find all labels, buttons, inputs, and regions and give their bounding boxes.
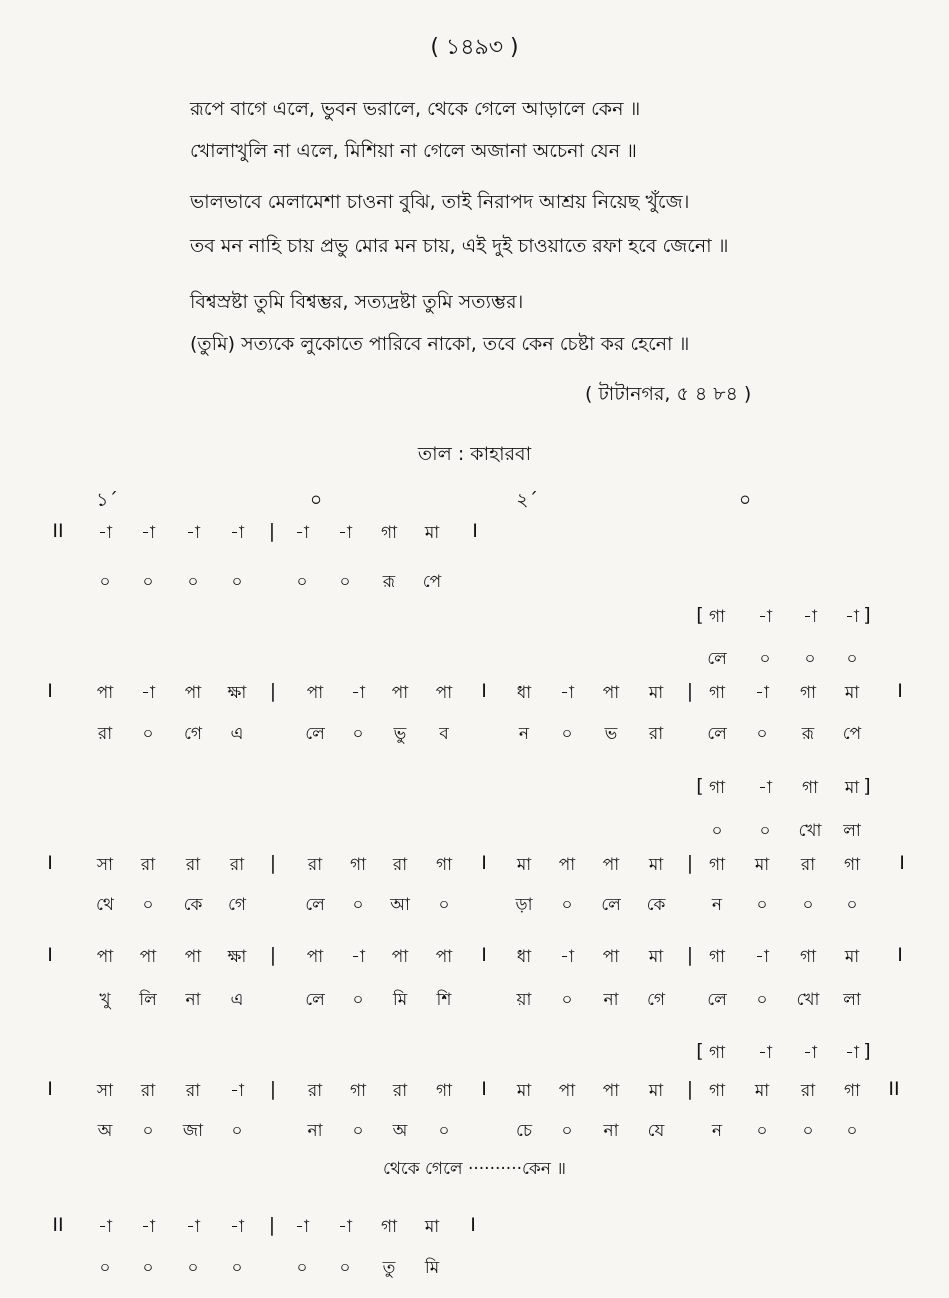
swar-note: -া: [186, 1217, 200, 1237]
swar-note: -া: [758, 778, 772, 798]
swar-note: -া: [755, 683, 769, 703]
swar-note: রা: [140, 855, 156, 875]
swar-note: ক্ষা: [227, 683, 247, 703]
swar-note: গা: [708, 1081, 726, 1101]
swar-note: মা: [754, 1081, 770, 1101]
lyric-syllable: লা: [843, 990, 861, 1010]
swar-note: পা: [602, 1081, 620, 1101]
swar-note: মা: [844, 947, 860, 967]
lyric-syllable: ০: [339, 572, 351, 592]
beat-divider: |: [269, 680, 277, 702]
beat-divider: |: [686, 944, 694, 966]
lyric-syllable: ০: [352, 1121, 364, 1141]
lyric-syllable: থে: [96, 895, 114, 915]
lyric-syllable: লা: [843, 821, 861, 841]
lyric-syllable: ০: [802, 895, 814, 915]
swar-note: -া: [755, 947, 769, 967]
closing-refrain: থেকে গেলে ··········কেন ॥: [383, 1159, 566, 1179]
lyric-syllable: রূ: [382, 572, 396, 592]
swar-note: মা: [648, 1081, 664, 1101]
swar-note: গা: [801, 778, 819, 798]
swar-note: মা: [844, 683, 860, 703]
swar-note: মা: [844, 778, 860, 798]
swar-note: পা: [558, 855, 576, 875]
swar-note: গা: [435, 855, 453, 875]
lyric-syllable: লে: [707, 724, 727, 744]
swar-note: গা: [799, 947, 817, 967]
swar-note: পা: [306, 683, 324, 703]
swar-note: -া: [560, 947, 574, 967]
swar-note: গা: [708, 607, 726, 627]
beat-divider: |: [686, 680, 694, 702]
swar-note: -া: [230, 1217, 244, 1237]
swar-note: পা: [558, 1081, 576, 1101]
open-bracket: [: [696, 775, 704, 797]
lyric-syllable: জা: [182, 1121, 204, 1141]
lyric-syllable: ০: [802, 1121, 814, 1141]
lyric-syllable: এ: [230, 724, 244, 744]
lyric-line-4: তব মন নাহি চায় প্রভু মোর মন চায়, এই দুই চাওয়াতে রফা হবে জেনো ॥: [190, 235, 729, 257]
swar-note: গা: [708, 683, 726, 703]
swar-note: রা: [185, 855, 201, 875]
bar-line: I: [47, 944, 53, 966]
lyric-syllable: ০: [142, 572, 154, 592]
swar-note: -া: [351, 947, 365, 967]
swar-note: -া: [98, 1217, 112, 1237]
swar-note: -া: [141, 683, 155, 703]
lyric-line-6: (তুমি) সত্যকে লুকোতে পারিবে নাকো, তবে কেন চেষ্টা কর হেনো ॥: [190, 333, 690, 355]
lyric-syllable: ০: [231, 1258, 243, 1278]
lyric-syllable: পে: [842, 724, 862, 744]
swar-note: মা: [754, 855, 770, 875]
lyric-syllable: ০: [846, 1121, 858, 1141]
swar-note: সা: [96, 855, 114, 875]
lyric-syllable: আ: [390, 895, 410, 915]
beat-mark: ১´: [96, 489, 118, 511]
composition-credit: ( টাটানগর, ৫ ৪ ৮৪ ): [585, 383, 752, 405]
swar-note: -া: [351, 683, 365, 703]
swar-note: মা: [424, 1217, 440, 1237]
swar-note: পা: [184, 947, 202, 967]
lyric-syllable: না: [603, 1121, 619, 1141]
swar-note: গা: [380, 1217, 398, 1237]
swar-note: গা: [435, 1081, 453, 1101]
lyric-syllable: ০: [438, 1121, 450, 1141]
lyric-syllable: খু: [99, 990, 111, 1010]
swar-note: ধা: [516, 947, 532, 967]
lyric-syllable: খো: [796, 990, 820, 1010]
swar-note: রা: [800, 855, 816, 875]
swar-note: পা: [96, 683, 114, 703]
swar-note: -া: [338, 1217, 352, 1237]
lyric-syllable: কে: [183, 895, 203, 915]
swar-note: সা: [96, 1081, 114, 1101]
lyric-syllable: ন: [711, 1121, 723, 1141]
swar-note: পা: [602, 683, 620, 703]
beat-mark: ২´: [516, 489, 538, 511]
close-bracket: ]: [863, 775, 871, 797]
swar-note: ধা: [516, 683, 532, 703]
swar-note: -া: [803, 607, 817, 627]
lyric-syllable: শি: [436, 990, 452, 1010]
bar-line: I: [481, 944, 487, 966]
lyric-syllable: অ: [392, 1121, 408, 1141]
swar-note: পা: [435, 947, 453, 967]
swar-note: -া: [560, 683, 574, 703]
swar-note: -া: [295, 1217, 309, 1237]
beat-divider: |: [686, 852, 694, 874]
swar-note: রা: [185, 1081, 201, 1101]
swar-note: -া: [338, 523, 352, 543]
lyric-syllable: এ: [230, 990, 244, 1010]
swar-note: -া: [845, 607, 859, 627]
lyric-line-1: রূপে বাগে এলে, ভুবন ভরালে, থেকে গেলে আড়ালে কেন ॥: [190, 98, 641, 120]
bar-line: I: [47, 1078, 53, 1100]
lyric-syllable: ০: [711, 821, 723, 841]
swar-note: গা: [708, 947, 726, 967]
swar-note: মা: [424, 523, 440, 543]
lyric-syllable: ভ: [604, 724, 618, 744]
swar-note: রা: [229, 855, 245, 875]
lyric-syllable: গে: [646, 990, 666, 1010]
lyric-syllable: না: [603, 990, 619, 1010]
lyric-syllable: ০: [142, 1258, 154, 1278]
swar-note: গা: [380, 523, 398, 543]
swar-note: গা: [708, 778, 726, 798]
lyric-line-5: বিশ্বস্রষ্টা তুমি বিশ্বম্ভর, সত্যদ্রষ্টা তুমি সত্যম্ভর।: [190, 291, 524, 313]
beat-divider: |: [686, 1078, 694, 1100]
lyric-syllable: লি: [139, 990, 157, 1010]
swar-note: রা: [307, 855, 323, 875]
bar-line: I: [470, 1214, 476, 1236]
swar-note: গা: [843, 855, 861, 875]
lyric-syllable: ০: [142, 724, 154, 744]
lyric-syllable: ০: [561, 895, 573, 915]
lyric-syllable: ০: [187, 572, 199, 592]
lyric-syllable: পে: [422, 572, 442, 592]
bar-line: I: [481, 680, 487, 702]
swar-note: পা: [306, 947, 324, 967]
lyric-syllable: মি: [392, 990, 408, 1010]
bar-line: I: [472, 520, 478, 542]
lyric-syllable: লে: [305, 895, 325, 915]
swar-note: পা: [435, 683, 453, 703]
lyric-syllable: ০: [804, 649, 816, 669]
lyric-syllable: ০: [231, 572, 243, 592]
lyric-syllable: লে: [601, 895, 621, 915]
swar-note: রা: [392, 1081, 408, 1101]
lyric-syllable: ভু: [393, 724, 407, 744]
lyric-syllable: মি: [424, 1258, 440, 1278]
lyric-syllable: ০: [561, 1121, 573, 1141]
swar-note: রা: [392, 855, 408, 875]
lyric-syllable: লে: [305, 724, 325, 744]
swar-note: -া: [230, 523, 244, 543]
swar-note: পা: [391, 947, 409, 967]
lyric-syllable: চে: [515, 1121, 533, 1141]
lyric-syllable: ০: [352, 724, 364, 744]
swar-note: -া: [758, 1043, 772, 1063]
beat-divider: |: [269, 1078, 277, 1100]
lyric-syllable: ০: [296, 572, 308, 592]
swar-note: -া: [845, 1043, 859, 1063]
lyric-syllable: ০: [352, 990, 364, 1010]
swar-note: ক্ষা: [227, 947, 247, 967]
bar-line: I: [481, 852, 487, 874]
lyric-syllable: খো: [798, 821, 822, 841]
swar-note: গা: [799, 683, 817, 703]
lyric-syllable: কে: [646, 895, 666, 915]
bar-line: I: [899, 852, 905, 874]
lyric-syllable: ০: [561, 724, 573, 744]
bar-line: I: [481, 1078, 487, 1100]
swar-note: -া: [758, 607, 772, 627]
lyric-line-2: খোলাখুলি না এলে, মিশিয়া না গেলে অজানা অচেনা যেন ॥: [190, 140, 637, 162]
lyric-syllable: রা: [97, 724, 113, 744]
swar-note: গা: [843, 1081, 861, 1101]
swar-note: মা: [516, 1081, 532, 1101]
lyric-syllable: ০: [756, 895, 768, 915]
lyric-syllable: ০: [339, 1258, 351, 1278]
lyric-syllable: ০: [187, 1258, 199, 1278]
swar-note: পা: [391, 683, 409, 703]
swar-note: -া: [803, 1043, 817, 1063]
lyric-syllable: লে: [707, 990, 727, 1010]
swar-note: পা: [139, 947, 157, 967]
bar-line: I: [897, 680, 903, 702]
lyric-syllable: ন: [711, 895, 723, 915]
swar-note: -া: [230, 1081, 244, 1101]
lyric-syllable: ০: [142, 895, 154, 915]
double-bar: II: [52, 520, 64, 542]
open-bracket: [: [696, 604, 704, 626]
swar-note: গা: [708, 855, 726, 875]
swar-note: রা: [140, 1081, 156, 1101]
lyric-syllable: ০: [756, 1121, 768, 1141]
swar-note: মা: [516, 855, 532, 875]
swar-note: গা: [349, 1081, 367, 1101]
lyric-syllable: ০: [231, 1121, 243, 1141]
swar-note: পা: [96, 947, 114, 967]
lyric-syllable: ন: [518, 724, 530, 744]
swar-note: মা: [648, 855, 664, 875]
lyric-line-3: ভালভাবে মেলামেশা চাওনা বুঝি, তাই নিরাপদ আশ্রয় নিয়েছ খুঁজে।: [190, 191, 690, 213]
beat-divider: |: [269, 944, 277, 966]
swar-note: গা: [708, 1043, 726, 1063]
swar-note: মা: [648, 683, 664, 703]
bar-line: I: [897, 944, 903, 966]
lyric-syllable: ০: [756, 990, 768, 1010]
tala-heading: তাল : কাহারবা: [417, 443, 532, 465]
close-bracket: ]: [863, 1040, 871, 1062]
lyric-syllable: না: [307, 1121, 323, 1141]
lyric-syllable: ০: [99, 1258, 111, 1278]
lyric-syllable: ব: [439, 724, 449, 744]
beat-mark: ০: [738, 489, 752, 511]
lyric-syllable: ড়া: [515, 895, 533, 915]
lyric-syllable: ০: [846, 649, 858, 669]
lyric-syllable: রূ: [801, 724, 815, 744]
lyric-syllable: ০: [99, 572, 111, 592]
open-bracket: [: [696, 1040, 704, 1062]
lyric-syllable: ০: [759, 649, 771, 669]
swar-note: রা: [307, 1081, 323, 1101]
double-bar: II: [888, 1078, 900, 1100]
swar-note: গা: [349, 855, 367, 875]
lyric-syllable: অ: [97, 1121, 113, 1141]
swar-note: পা: [602, 855, 620, 875]
swar-note: পা: [602, 947, 620, 967]
beat-divider: |: [268, 1214, 276, 1236]
swar-note: পা: [184, 683, 202, 703]
lyric-syllable: ০: [142, 1121, 154, 1141]
lyric-syllable: য়া: [516, 990, 532, 1010]
bar-line: I: [47, 852, 53, 874]
lyric-syllable: ০: [846, 895, 858, 915]
lyric-syllable: ০: [561, 990, 573, 1010]
swar-note: -া: [295, 523, 309, 543]
page-number: ( ১৪৯৩ ): [430, 35, 519, 60]
beat-mark: ০: [309, 489, 323, 511]
lyric-syllable: ০: [756, 724, 768, 744]
lyric-syllable: তু: [382, 1258, 396, 1278]
lyric-syllable: ০: [438, 895, 450, 915]
lyric-syllable: না: [185, 990, 201, 1010]
beat-divider: |: [268, 520, 276, 542]
lyric-syllable: লে: [305, 990, 325, 1010]
lyric-syllable: ০: [759, 821, 771, 841]
bar-line: I: [47, 680, 53, 702]
double-bar: II: [52, 1214, 64, 1236]
lyric-syllable: গে: [183, 724, 203, 744]
beat-divider: |: [269, 852, 277, 874]
swar-note: -া: [141, 1217, 155, 1237]
lyric-syllable: লে: [707, 649, 727, 669]
lyric-syllable: ০: [296, 1258, 308, 1278]
lyric-syllable: গে: [227, 895, 247, 915]
lyric-syllable: ০: [352, 895, 364, 915]
lyric-syllable: রা: [648, 724, 664, 744]
swar-note: মা: [648, 947, 664, 967]
swar-note: -া: [186, 523, 200, 543]
lyric-syllable: যে: [647, 1121, 665, 1141]
swar-note: রা: [800, 1081, 816, 1101]
swar-note: -া: [98, 523, 112, 543]
swar-note: -া: [141, 523, 155, 543]
close-bracket: ]: [863, 604, 871, 626]
